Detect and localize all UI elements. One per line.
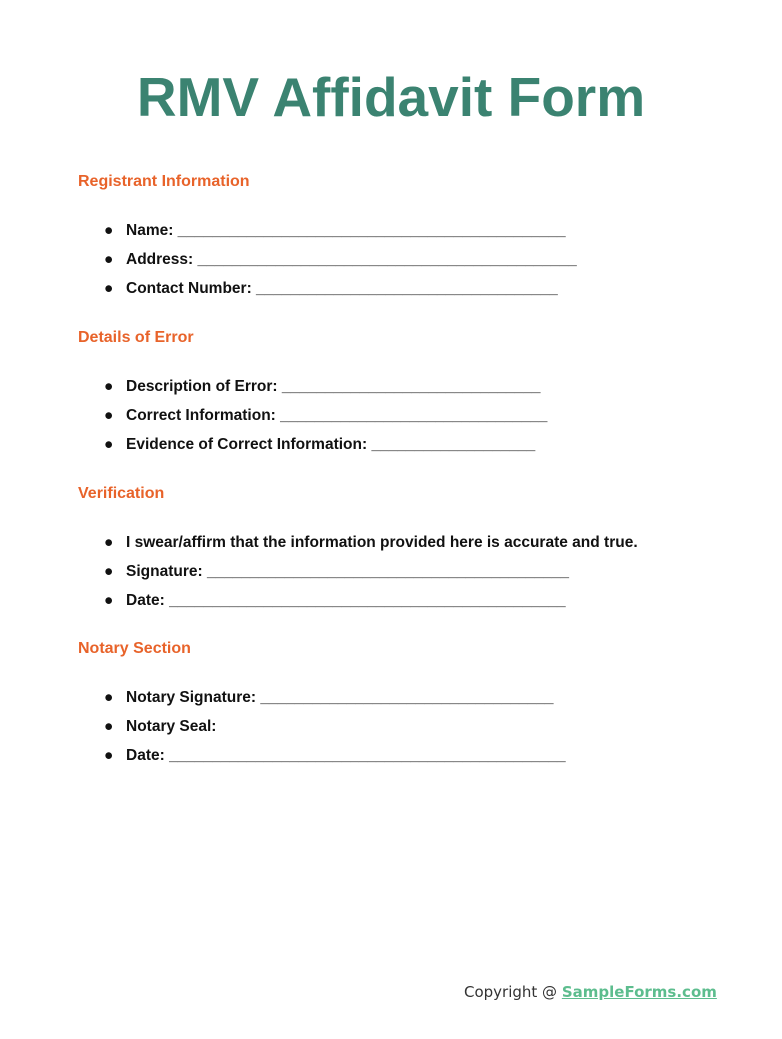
page-title: RMV Affidavit Form: [136, 66, 646, 128]
bullet-icon: ●: [104, 378, 114, 395]
section-heading-notary: Notary Section: [78, 640, 191, 657]
bullet-icon: ●: [104, 718, 114, 735]
bullet-icon: ●: [104, 563, 114, 580]
bullet-icon: ●: [104, 689, 114, 706]
list-item: ● Description of Error: ______________________________: [104, 378, 541, 395]
copyright-footer: Copyright @ SampleForms.com: [464, 983, 717, 1001]
bullet-icon: ●: [104, 592, 114, 609]
list-item: ● Address: ____________________________________________: [104, 251, 577, 268]
list-item: ● Evidence of Correct Information: ___________________: [104, 436, 536, 453]
bullet-icon: ●: [104, 280, 114, 297]
list-item: ● Signature: __________________________________________: [104, 563, 570, 580]
bullet-icon: ●: [104, 436, 114, 453]
list-item: ● Notary Seal:: [104, 718, 217, 735]
section-heading-registrant: Registrant Information: [78, 173, 250, 190]
sampleforms-link[interactable]: SampleForms.com: [561, 983, 717, 1001]
bullet-icon: ●: [104, 407, 114, 424]
list-item: ● Contact Number: ___________________________________: [104, 280, 558, 297]
list-item: ● I swear/affirm that the information provided here is accurate and true.: [104, 534, 638, 551]
list-item: ● Name: _____________________________________________: [104, 222, 566, 239]
section-heading-verification: Verification: [78, 485, 165, 502]
list-item: ● Correct Information: _______________________________: [104, 407, 548, 424]
bullet-icon: ●: [104, 251, 114, 268]
bullet-icon: ●: [104, 534, 114, 551]
list-item: ● Notary Signature: __________________________________: [104, 689, 554, 706]
list-item: ● Date: ______________________________________________: [104, 747, 566, 764]
section-heading-details: Details of Error: [78, 329, 194, 346]
bullet-icon: ●: [104, 222, 114, 239]
list-item: ● Date: ______________________________________________: [104, 592, 566, 609]
bullet-icon: ●: [104, 747, 114, 764]
